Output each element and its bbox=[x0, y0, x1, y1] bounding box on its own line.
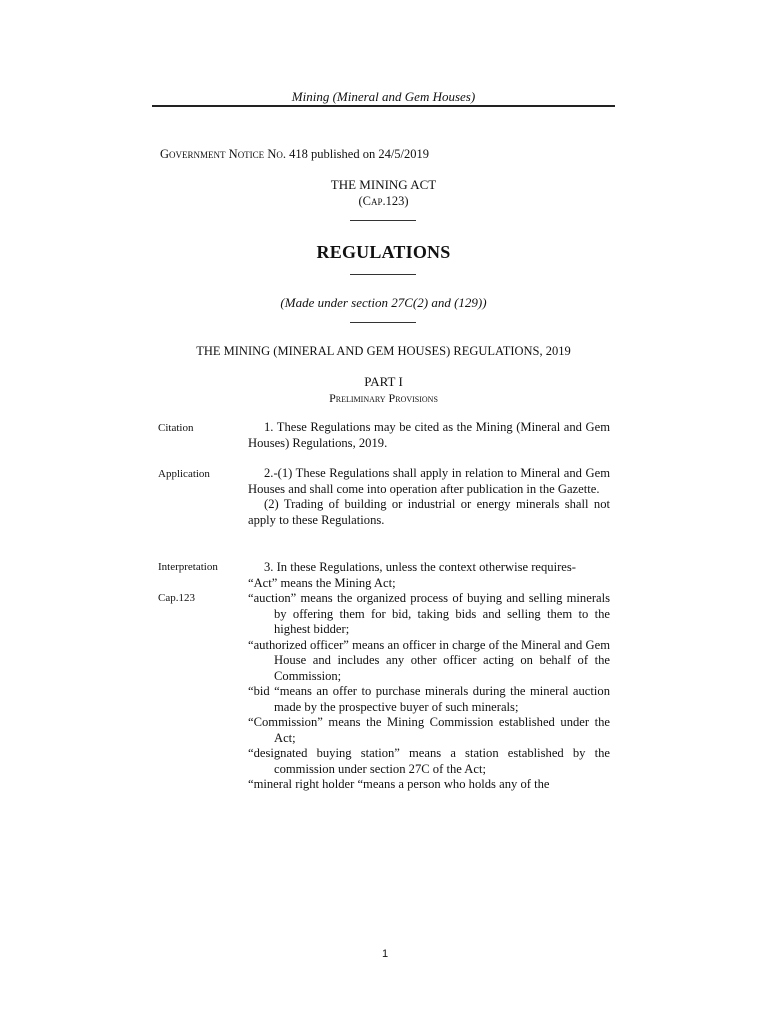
section-1-text: 1. These Regulations may be cited as the Mining (Mineral and Gem Houses) Regulations, 2019. bbox=[248, 420, 610, 450]
notice-word-notice: Notice bbox=[228, 147, 265, 161]
section-3-intro: 3. In these Regulations, unless the context otherwise requires- bbox=[264, 560, 576, 574]
section-2 bbox=[248, 466, 610, 528]
margin-note-cap: Cap.123 bbox=[158, 592, 195, 604]
divider-rule bbox=[350, 274, 416, 275]
notice-word-government: Government bbox=[160, 147, 226, 161]
definition-designated-buying-station: “designated buying station” means a station established by the commission under section 27C of the Act; bbox=[248, 746, 610, 776]
act-chapter: (Cap.123) bbox=[358, 194, 409, 208]
section-1 bbox=[248, 420, 610, 451]
definition-auction: “auction” means the organized process of buying and selling minerals by offering them for bid, taking bids and selling them to the highest bidder; bbox=[248, 591, 610, 636]
government-notice bbox=[160, 146, 429, 162]
act-title: THE MINING ACT bbox=[330, 177, 437, 192]
divider-rule bbox=[350, 322, 416, 323]
made-under-note: (Made under section 27C(2) and (129)) bbox=[280, 295, 487, 310]
definition-mineral-right-holder: “mineral right holder “means a person who holds any of the bbox=[248, 777, 550, 791]
page-number: 1 bbox=[381, 948, 389, 960]
definition-authorized-officer: “authorized officer” means an officer in charge of the Mineral and Gem House and includes any other officer acting on behalf of the Commission; bbox=[248, 637, 610, 683]
regulations-title: THE MINING (MINERAL AND GEM HOUSES) REGULATIONS, 2019 bbox=[196, 344, 571, 358]
running-head: Mining (Mineral and Gem Houses) bbox=[291, 89, 476, 104]
header-rule bbox=[152, 105, 615, 107]
definition-act: “Act” means the Mining Act; bbox=[248, 575, 396, 590]
margin-note-citation: Citation bbox=[158, 422, 194, 434]
part-label: PART I bbox=[364, 374, 403, 389]
divider-rule bbox=[350, 220, 416, 221]
part-subtitle: Preliminary Provisions bbox=[329, 391, 438, 405]
definition-commission: “Commission” means the Mining Commission established under the Act; bbox=[248, 715, 610, 745]
definition-bid: “bid “means an offer to purchase minerals during the mineral auction made by the prospective buyer of such minerals; bbox=[248, 684, 610, 714]
margin-note-interpretation: Interpretation bbox=[158, 561, 218, 573]
notice-publication: 418 published on 24/5/2019 bbox=[285, 147, 430, 161]
regulations-heading: REGULATIONS bbox=[316, 242, 451, 262]
notice-word-no: No. bbox=[267, 147, 286, 161]
section-2-subsection-2: (2) Trading of building or industrial or energy minerals shall not apply to these Regulations. bbox=[248, 497, 610, 527]
section-3 bbox=[248, 560, 610, 793]
section-2-subsection-1: 2.-(1) These Regulations shall apply in relation to Mineral and Gem Houses and shall come into operation after publication in the Gazette. bbox=[248, 466, 610, 496]
margin-note-application: Application bbox=[158, 468, 210, 480]
